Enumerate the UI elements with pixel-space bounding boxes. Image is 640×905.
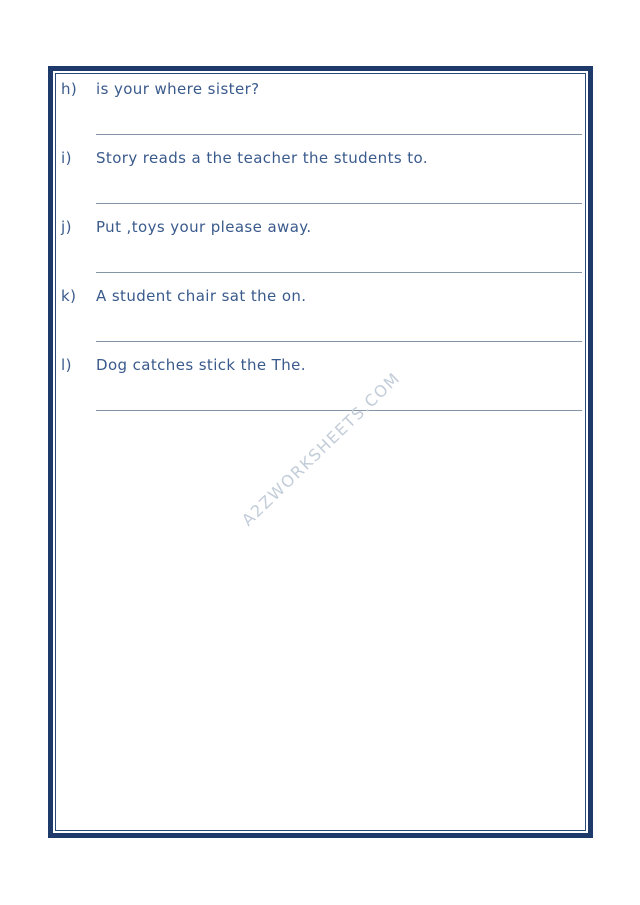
item-label: k) <box>61 287 77 305</box>
answer-line <box>96 203 582 204</box>
exercise-item <box>53 287 588 309</box>
item-label: h) <box>61 80 78 98</box>
exercise-item <box>53 218 588 240</box>
item-label: l) <box>61 356 72 374</box>
site-watermark: A2ZWORKSHEETS.COM <box>237 368 405 530</box>
item-sentence: Put ,toys your please away. <box>96 218 312 236</box>
answer-line <box>96 341 582 342</box>
item-sentence: is your where sister? <box>96 80 260 98</box>
item-label: j) <box>61 218 72 236</box>
item-sentence: A student chair sat the on. <box>96 287 307 305</box>
item-sentence: Dog catches stick the The. <box>96 356 306 374</box>
answer-line <box>96 410 582 411</box>
exercise-item <box>53 356 588 378</box>
exercise-item <box>53 149 588 171</box>
answer-line <box>96 272 582 273</box>
answer-line <box>96 134 582 135</box>
item-label: i) <box>61 149 72 167</box>
exercise-item <box>53 80 588 102</box>
item-sentence: Story reads a the teacher the students to. <box>96 149 428 167</box>
